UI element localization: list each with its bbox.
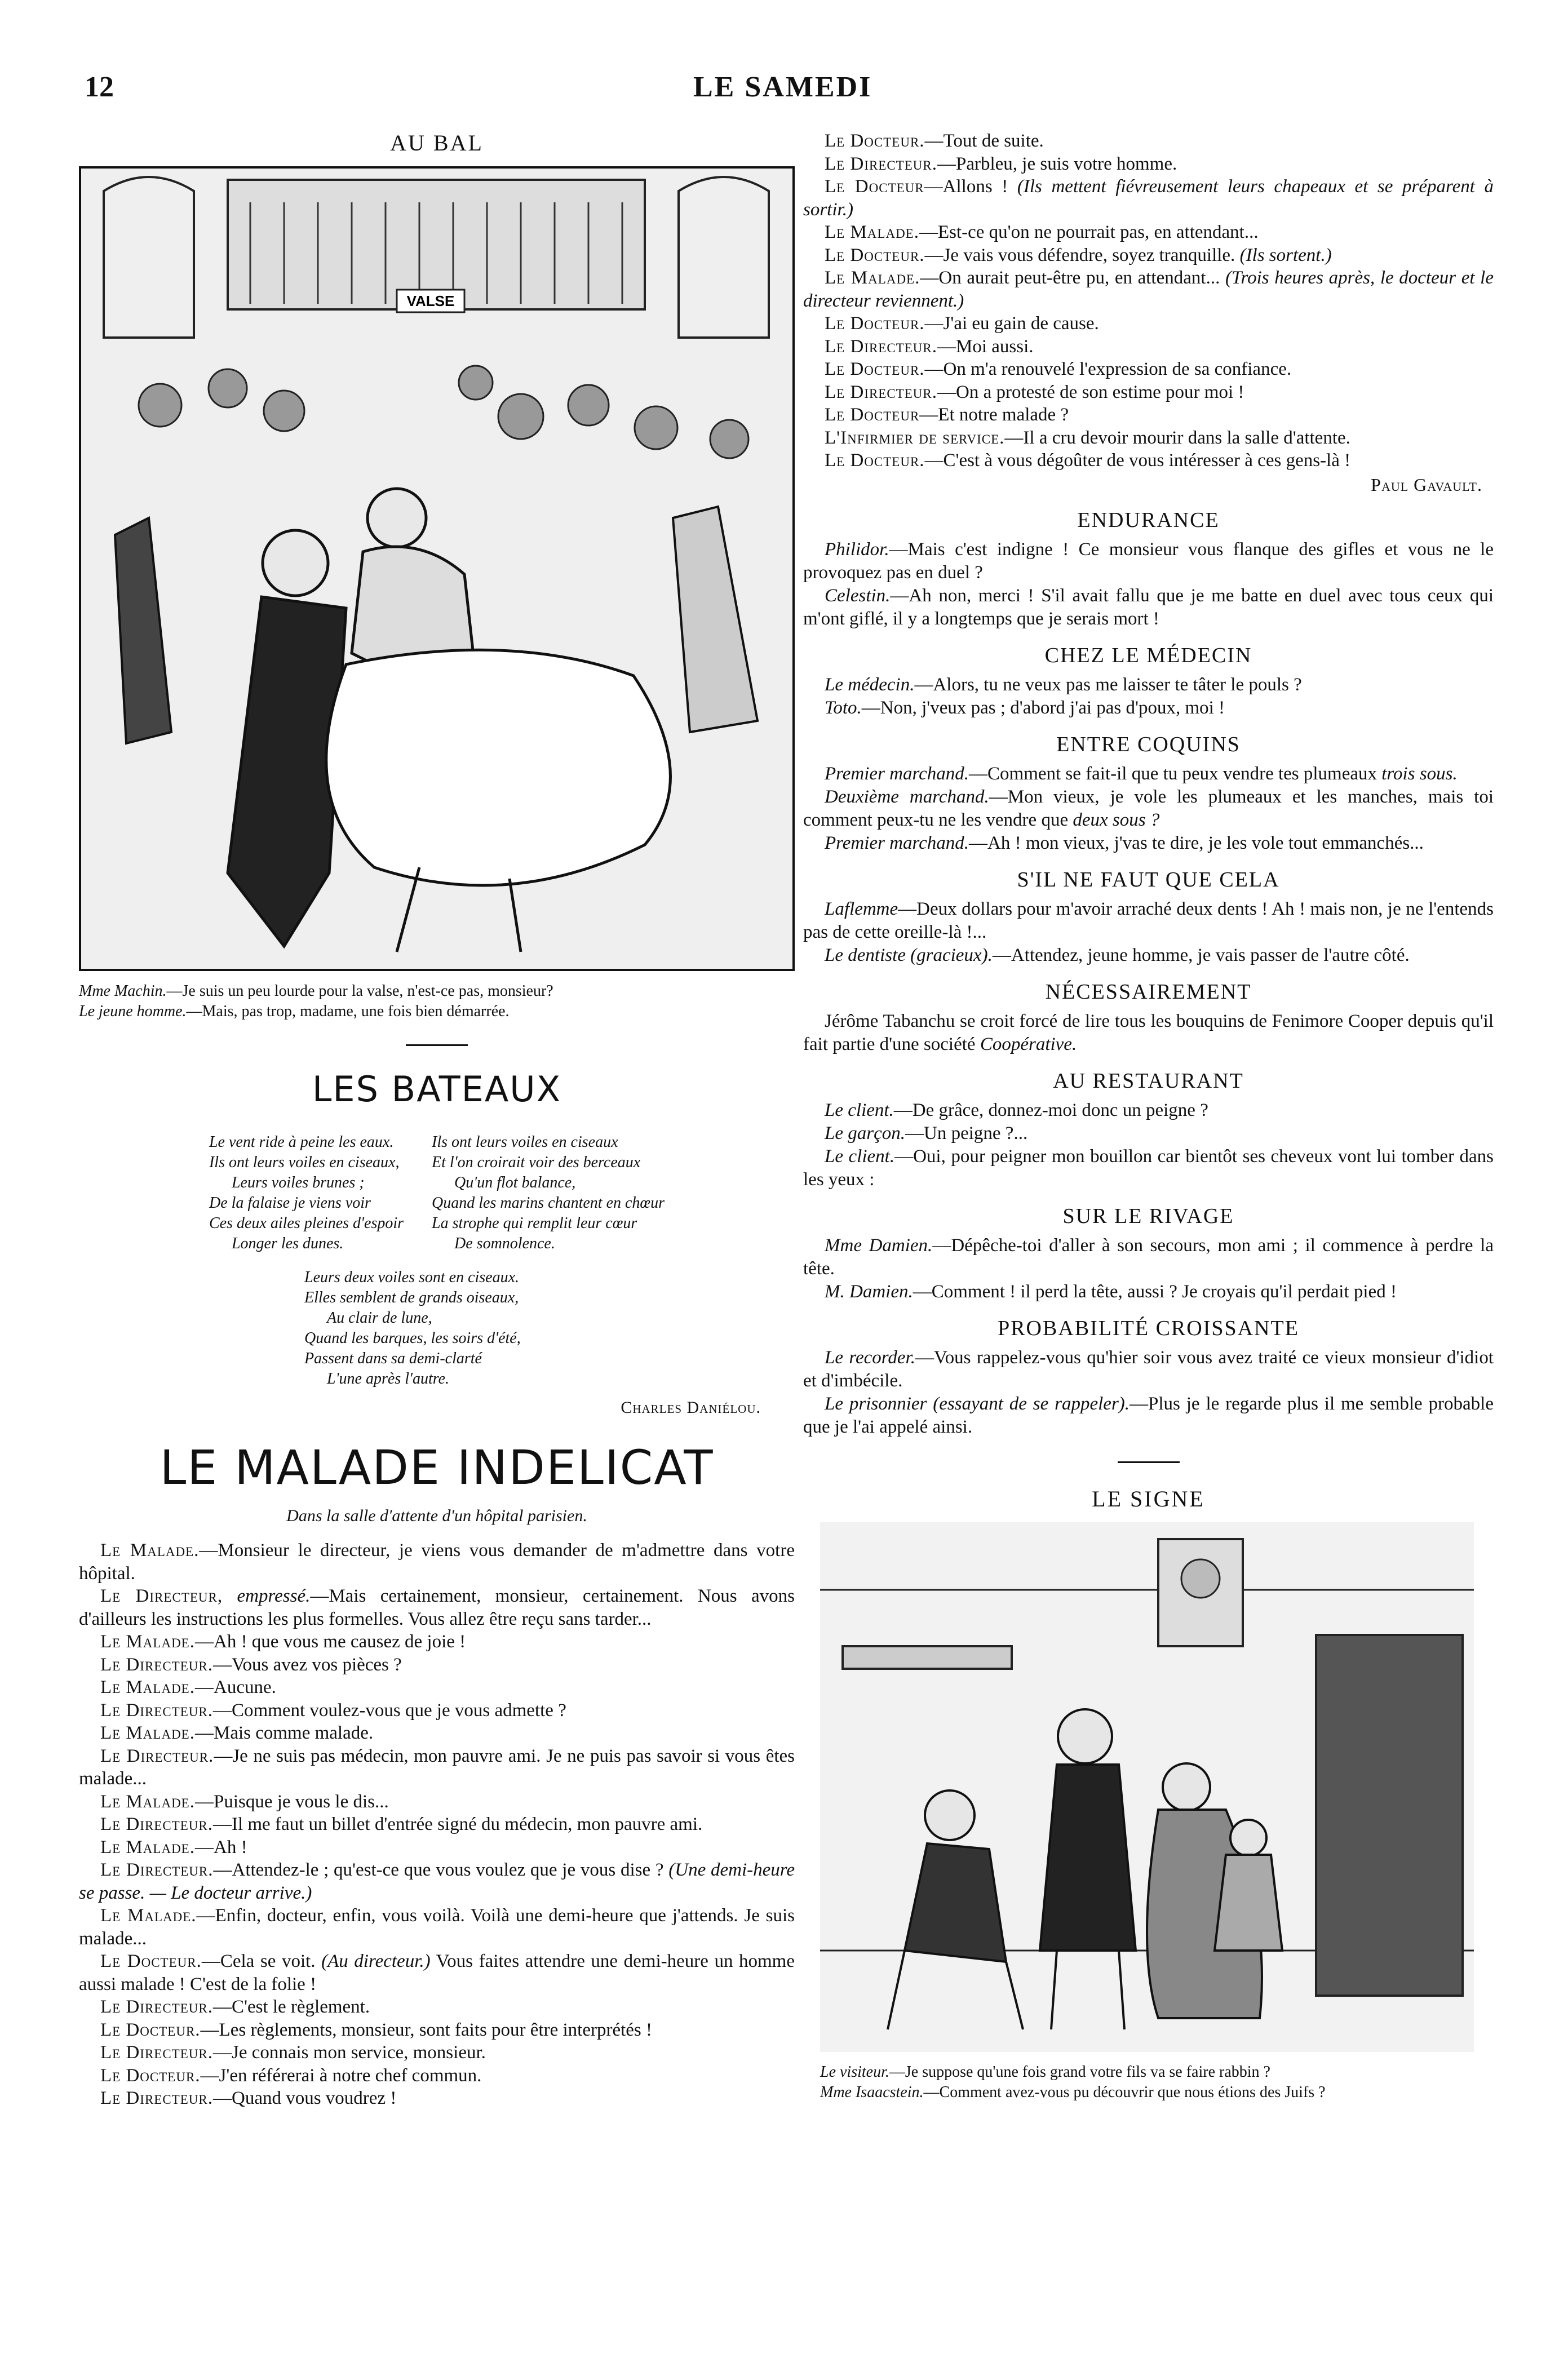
- divider: [406, 1044, 468, 1046]
- line-text: —Puisque je vous le dis...: [194, 1791, 389, 1812]
- section-line: [803, 832, 1494, 855]
- section-line: [803, 1280, 1494, 1304]
- section-title-endurance: ENDURANCE: [1077, 508, 1220, 532]
- dialogue-line: [79, 2019, 795, 2042]
- dialogue-line: [803, 335, 1494, 358]
- caption-line: [820, 2082, 1494, 2103]
- section-line: [803, 1122, 1494, 1145]
- line-text: —Ah ! que vous me causez de joie !: [194, 1632, 466, 1652]
- caption-speaker: Mme Machin.: [79, 982, 167, 1000]
- le-signe-illustration: [820, 1522, 1474, 2052]
- section-line: [803, 1234, 1494, 1280]
- line-text: —Ah non, merci ! S'il avait fallu que je me batte en duel avec tous ceux qui m'ont giflé, il y a longtemps que je serais mort !: [803, 585, 1494, 629]
- speaker: Le Directeur.: [100, 1745, 214, 1766]
- bateaux-poem: [79, 1132, 795, 1254]
- masthead-title: LE SAMEDI: [693, 71, 872, 103]
- dialogue-line: [803, 267, 1494, 312]
- section-line: [803, 1393, 1494, 1439]
- line-text: —Comment se fait-il que tu peux vendre tes plumeaux: [969, 763, 1377, 784]
- dialogue-line: [79, 1722, 795, 1745]
- speaker: Le recorder.: [825, 1347, 915, 1368]
- page-number: 12: [85, 71, 114, 103]
- malade-title: LE MALADE INDELICAT: [160, 1440, 714, 1495]
- dialogue-line: [803, 427, 1494, 450]
- poem-line: Passent dans sa demi-clarté: [304, 1350, 482, 1367]
- speaker: Le Directeur.: [100, 1997, 213, 2017]
- speaker: Le Docteur.: [100, 2065, 201, 2086]
- dialogue-line: [79, 1654, 795, 1677]
- speaker: Le client.: [825, 1146, 895, 1167]
- section-line: [803, 1346, 1494, 1393]
- line-text: —Aucune.: [194, 1677, 276, 1697]
- poem-line: Qu'un flot balance,: [454, 1174, 576, 1191]
- poem-line: Et l'on croirait voir des berceaux: [432, 1154, 641, 1171]
- speaker: Le Malade.: [100, 1677, 195, 1697]
- stage-note: (Une demi-heure se passe. — Le docteur arrive.): [79, 1860, 795, 1903]
- dialogue-line: [803, 404, 1494, 427]
- dialogue-line: [79, 1630, 795, 1654]
- line-text: —Ah !: [194, 1837, 247, 1858]
- dialogue-line: [79, 1539, 795, 1585]
- line-text: —Vous rappelez-vous qu'hier soir vous avez traité ce vieux monsieur d'idiot et d'imbécile.: [803, 1347, 1494, 1391]
- poem-line: Longer les dunes.: [231, 1235, 344, 1252]
- caption-text: —Mais, pas trop, madame, une fois bien démarrée.: [186, 1003, 510, 1020]
- section-line: [803, 1099, 1494, 1122]
- speaker: Le Directeur.: [825, 382, 937, 402]
- le-signe-title: LE SIGNE: [1092, 1486, 1205, 1512]
- speaker: Le Docteur.: [825, 450, 925, 471]
- poem-line: Quand les marins chantent en chœur: [432, 1194, 665, 1212]
- bateaux-title: LES BATEAUX: [312, 1069, 562, 1110]
- poem-line: L'une après l'autre.: [327, 1370, 450, 1388]
- section-title-sur-le-rivage: SUR LE RIVAGE: [1062, 1204, 1234, 1228]
- speaker: Celestin.: [825, 585, 891, 606]
- dialogue-line: [79, 2064, 795, 2087]
- line-text: —Moi aussi.: [937, 336, 1034, 357]
- dialogue-line: [803, 244, 1494, 267]
- speaker: Le garçon.: [825, 1123, 905, 1143]
- italic-text: deux sous ?: [1073, 809, 1160, 830]
- dialogue-line: [79, 1585, 795, 1630]
- speaker: Le Docteur.: [825, 313, 925, 334]
- line-text: —Attendez, jeune homme, je vais passer de l'autre côté.: [992, 945, 1410, 965]
- speaker: Le Directeur.: [100, 2042, 213, 2063]
- speaker: Le Directeur.: [100, 2088, 213, 2108]
- line-text: —Et notre malade ?: [919, 405, 1069, 425]
- line-text: —Mais c'est indigne ! Ce monsieur vous flanque des gifles et vous ne le provoquez pas en duel ?: [803, 539, 1494, 583]
- dialogue-line: [803, 381, 1494, 404]
- divider: [1118, 1461, 1180, 1463]
- dialogue-line: [803, 449, 1494, 472]
- speaker: Premier marchand.: [825, 832, 969, 853]
- speaker: Le Directeur.: [100, 1814, 213, 1834]
- section-line: [803, 786, 1494, 832]
- section-line: [803, 944, 1494, 967]
- speaker: Deuxième marchand.: [825, 786, 989, 807]
- line-text: —Quand vous voudrez !: [212, 2088, 397, 2108]
- section-line: [803, 1010, 1494, 1056]
- speaker: Le Directeur.: [825, 153, 937, 174]
- speaker: Philidor.: [825, 539, 889, 560]
- dialogue-line: [79, 1699, 795, 1722]
- line-text: —Je vais vous défendre, soyez tranquille.: [924, 245, 1235, 265]
- speaker: Le Docteur.: [825, 245, 925, 265]
- line-text: —Je connais mon service, monsieur.: [212, 2042, 486, 2063]
- line-text: —Est-ce qu'on ne pourrait pas, en attendant...: [919, 222, 1259, 242]
- malade-author: Paul Gavault.: [1371, 474, 1482, 495]
- poem-column-1: [209, 1132, 404, 1254]
- poem-line: De la falaise je viens voir: [209, 1194, 371, 1212]
- dialogue-line: [79, 1950, 795, 1996]
- dialogue-line: [79, 1745, 795, 1790]
- poem-line: Leurs voiles brunes ;: [231, 1174, 365, 1191]
- line-text: —Parbleu, je suis votre homme.: [937, 153, 1177, 174]
- line-text: —Oui, pour peigner mon bouillon car bientôt ses cheveux vont lui tomber dans les yeux :: [803, 1146, 1494, 1190]
- speaker: Le Docteur.: [825, 359, 925, 379]
- section-title-au-restaurant: AU RESTAURANT: [1053, 1069, 1244, 1093]
- line-text: —Enfin, docteur, enfin, vous voilà. Voilà une demi-heure que j'attends. Je suis malade...: [79, 1905, 795, 1949]
- dialogue-line: [803, 175, 1494, 221]
- section-title-entre-coquins: ENTRE COQUINS: [1056, 732, 1241, 756]
- poem-stanza-3: [304, 1267, 795, 1389]
- speaker: Le Docteur.: [100, 2019, 201, 2040]
- poem-line: La strophe qui remplit leur cœur: [432, 1215, 637, 1232]
- speaker: Le client.: [825, 1100, 894, 1120]
- speaker: Le Docteur.: [825, 131, 925, 151]
- italic-text: Coopérative.: [980, 1034, 1077, 1054]
- au-bal-caption: [79, 981, 795, 1022]
- dialogue-line: [803, 312, 1494, 335]
- speaker: Laflemme: [825, 898, 898, 919]
- dialogue-line: [803, 221, 1494, 244]
- line-text: Jérôme Tabanchu se croit forcé de lire tous les bouquins de Fenimore Cooper depuis qu'il fait partie d'une société: [803, 1010, 1494, 1054]
- au-bal-illustration: [79, 166, 795, 971]
- dialogue-line: [79, 2041, 795, 2064]
- line-text: —Comment ! il perd la tête, aussi ? Je croyais qu'il perdait pied !: [913, 1281, 1397, 1302]
- poem-line: Ils ont leurs voiles en ciseaux: [432, 1133, 618, 1151]
- speaker: Le Malade.: [100, 1791, 195, 1812]
- line-text: —Il me faut un billet d'entrée signé du médecin, mon pauvre ami.: [212, 1814, 703, 1834]
- caption-text: —Comment avez-vous pu découvrir que nous étions des Juifs ?: [923, 2083, 1326, 2101]
- poem-line: Leurs deux voiles sont en ciseaux.: [304, 1269, 520, 1286]
- speaker: Le Docteur: [825, 405, 920, 425]
- poem-column-2: [432, 1132, 665, 1254]
- speaker: L'Infirmier de service.: [825, 427, 1005, 448]
- line-text: —Allons !: [924, 176, 1008, 197]
- line-text: —Comment voulez-vous que je vous admette ?: [212, 1700, 566, 1721]
- section-line: [803, 697, 1494, 720]
- section-line: [803, 763, 1494, 786]
- dialogue-line: [79, 1836, 795, 1859]
- speaker: M. Damien.: [825, 1281, 913, 1302]
- line-text: —Plus je le regarde plus il me semble probable que je l'ai appelé ainsi.: [803, 1393, 1494, 1437]
- line-text: Vous faites attendre une demi-heure un homme aussi malade ! C'est de la folie !: [79, 1951, 795, 1994]
- caption-line: [820, 2062, 1494, 2082]
- line-text: —Dépêche-toi d'aller à son secours, mon ami ; il commence à perdre la tête.: [803, 1235, 1494, 1279]
- line-text: —J'en référerai à notre chef commun.: [200, 2065, 482, 2086]
- speaker: Le Malade.: [100, 1540, 200, 1561]
- section-title-chez-le-medecin: CHEZ LE MÉDECIN: [1044, 643, 1252, 667]
- speaker: Le Malade.: [100, 1905, 197, 1926]
- malade-dialogue-continued: [803, 130, 1494, 472]
- caption-speaker: Mme Isaacstein.: [820, 2083, 924, 2101]
- caption-line: [79, 1001, 795, 1022]
- speaker: Le Directeur.: [100, 1700, 213, 1721]
- stage-note: (Ils sortent.): [1239, 245, 1332, 265]
- speaker: Mme Damien.: [825, 1235, 933, 1256]
- line-text: —Deux dollars pour m'avoir arraché deux dents ! Ah ! mais non, je ne l'entends pas de cette oreille-là !...: [803, 898, 1494, 942]
- speaker: Le Docteur: [825, 176, 924, 197]
- speaker: Premier marchand.: [825, 763, 969, 784]
- speaker: Le Directeur.: [100, 1860, 214, 1880]
- line-text: —C'est le règlement.: [212, 1997, 370, 2017]
- dialogue-line: [79, 1904, 795, 1950]
- section-line: [803, 584, 1494, 631]
- dialogue-line: [79, 1859, 795, 1904]
- caption-speaker: Le visiteur.: [820, 2063, 889, 2081]
- stage-note: (Ils mettent fiévreusement leurs chapeaux et se préparent à sortir.): [803, 176, 1494, 220]
- dialogue-line: [803, 130, 1494, 153]
- dialogue-line: [803, 153, 1494, 176]
- speaker: Le Malade.: [100, 1632, 195, 1652]
- malade-subtitle: Dans la salle d'attente d'un hôpital parisien.: [286, 1506, 587, 1525]
- line-text: —Cela se voit.: [201, 1951, 316, 1971]
- dialogue-line: [79, 1813, 795, 1836]
- line-text: —Mais certainement, monsieur, certainement. Nous avons d'ailleurs les instructions les plus formelles. Vous allez être reçu sans tarder...: [79, 1586, 795, 1629]
- line-text: —Monsieur le directeur, je viens vous demander de m'admettre dans votre hôpital.: [79, 1540, 795, 1584]
- section-line: [803, 898, 1494, 944]
- speaker: Le Malade.: [825, 222, 919, 242]
- speaker: Le Directeur,: [100, 1586, 223, 1606]
- dialogue-line: [79, 1676, 795, 1699]
- poem-line: Elles semblent de grands oiseaux,: [304, 1289, 519, 1306]
- line-text: —Non, j'veux pas ; d'abord j'ai pas d'poux, moi !: [861, 697, 1225, 718]
- speaker: Le Directeur.: [825, 336, 937, 357]
- section-title-probabilite-croissante: PROBABILITÉ CROISSANTE: [998, 1316, 1299, 1340]
- line-text: —Attendez-le ; qu'est-ce que vous voulez que je vous dise ?: [213, 1860, 664, 1880]
- dialogue-line: [79, 2087, 795, 2110]
- line-text: —De grâce, donnez-moi donc un peigne ?: [893, 1100, 1208, 1120]
- line-text: —Ah ! mon vieux, j'vas te dire, je les vole tout emmanchés...: [969, 832, 1424, 853]
- speaker: Le médecin.: [825, 674, 915, 695]
- line-text: —Un peigne ?...: [905, 1123, 1028, 1143]
- line-text: —Je ne suis pas médecin, mon pauvre ami. Je ne puis pas savoir si vous êtes malade...: [79, 1745, 795, 1789]
- poem-line: Ces deux ailes pleines d'espoir: [209, 1215, 404, 1232]
- speaker: Le Docteur.: [100, 1951, 202, 1971]
- poem-line: Le vent ride à peine les eaux.: [209, 1133, 394, 1151]
- caption-line: [79, 981, 795, 1001]
- caption-text: —Je suppose qu'une fois grand votre fils va se faire rabbin ?: [889, 2063, 1270, 2081]
- line-text: —Mon vieux, je vole les plumeaux et les manches, mais toi comment peux-tu ne les vendre que: [803, 786, 1494, 830]
- speaker: Le Malade.: [100, 1723, 195, 1743]
- right-column: [803, 130, 1494, 2103]
- section-title-sil-ne-faut-que-cela: S'IL NE FAUT QUE CELA: [1017, 867, 1280, 892]
- line-text: —Tout de suite.: [924, 131, 1044, 151]
- dialogue-line: [803, 358, 1494, 381]
- speaker: Le Directeur.: [100, 1654, 213, 1675]
- speaker: Le dentiste (gracieux).: [825, 945, 993, 965]
- au-bal-title: AU BAL: [390, 130, 484, 156]
- left-column: [79, 130, 795, 2110]
- poem-line: Ils ont leurs voiles en ciseaux,: [209, 1154, 400, 1171]
- poem-line: De somnolence.: [454, 1235, 555, 1252]
- valse-sign: VALSE: [406, 292, 455, 309]
- line-text: —Les règlements, monsieur, sont faits pour être interprétés !: [200, 2019, 652, 2040]
- speaker: Toto.: [825, 697, 862, 718]
- dialogue-line: [79, 1996, 795, 2019]
- section-line: [803, 538, 1494, 584]
- line-text: —On aurait peut-être pu, en attendant...: [920, 268, 1220, 288]
- speaker: Le prisonnier (essayant de se rappeler).: [825, 1393, 1130, 1414]
- stage-note: (Au directeur.): [321, 1951, 431, 1971]
- le-signe-caption: [820, 2062, 1494, 2103]
- poem-line: Au clair de lune,: [327, 1309, 432, 1327]
- line-text: —Alors, tu ne veux pas me laisser te tâter le pouls ?: [914, 674, 1302, 695]
- bateaux-author: Charles Daniélou.: [621, 1398, 761, 1417]
- line-text: —Mais comme malade.: [194, 1723, 374, 1743]
- stage-note: (Trois heures après, le docteur et le directeur reviennent.): [803, 268, 1494, 311]
- short-pieces: [803, 508, 1494, 1439]
- line-text: —Vous avez vos pièces ?: [212, 1654, 402, 1675]
- poem-line: Quand les barques, les soirs d'été,: [304, 1329, 521, 1347]
- speaker: Le Malade.: [825, 268, 920, 288]
- stage-note: empressé.: [237, 1586, 311, 1606]
- caption-text: —Je suis un peu lourde pour la valse, n'est-ce pas, monsieur?: [166, 982, 553, 1000]
- section-title-necessairement: NÉCESSAIREMENT: [1045, 979, 1252, 1004]
- line-text: —On a protesté de son estime pour moi !: [937, 382, 1244, 402]
- line-text: —C'est à vous dégoûter de vous intéresser à ces gens-là !: [924, 450, 1351, 471]
- malade-dialogue: [79, 1539, 795, 2110]
- section-line: [803, 1145, 1494, 1191]
- line-text: —Il a cru devoir mourir dans la salle d'attente.: [1004, 427, 1350, 448]
- caption-speaker: Le jeune homme.: [79, 1003, 187, 1020]
- line-text: —J'ai eu gain de cause.: [924, 313, 1099, 334]
- italic-text: trois sous.: [1381, 763, 1458, 784]
- line-text: —On m'a renouvelé l'expression de sa confiance.: [924, 359, 1292, 379]
- speaker: Le Malade.: [100, 1837, 195, 1858]
- dialogue-line: [79, 1790, 795, 1814]
- section-line: [803, 673, 1494, 697]
